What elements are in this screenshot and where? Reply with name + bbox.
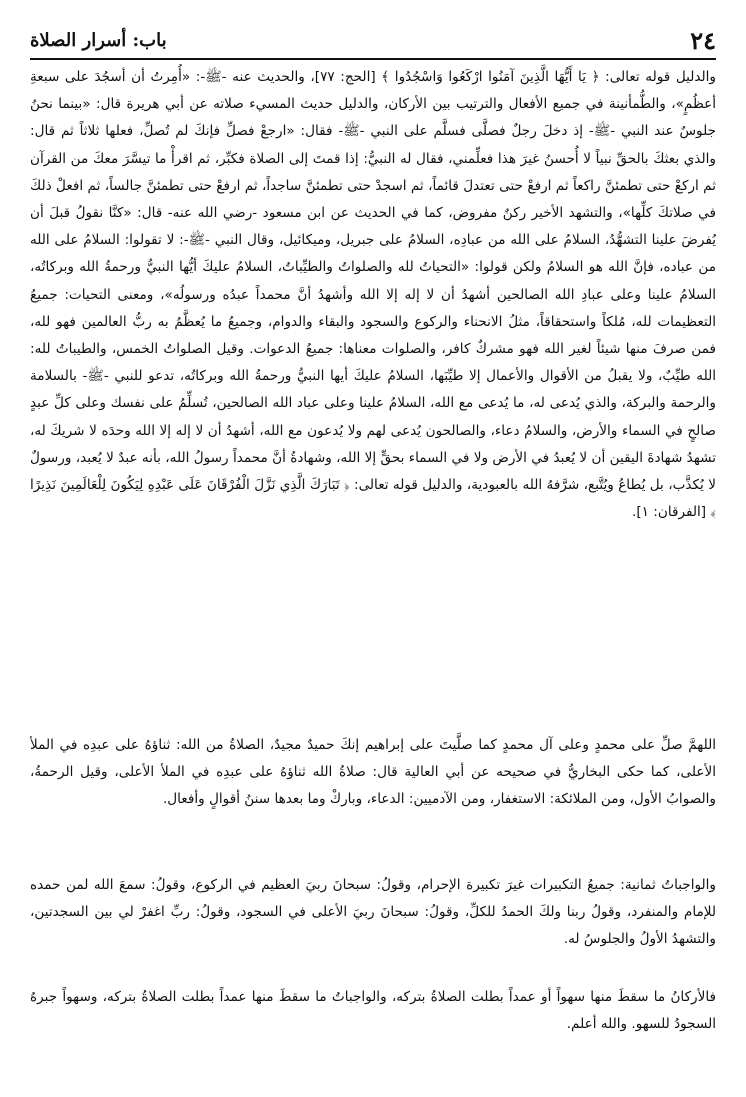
page-number: ٢٤ [690,26,716,55]
paragraph-salat-ibrahimiyya: اللهمَّ صلِّ على محمدٍ وعلى آل محمدٍ كما صلَّيتَ على إبراهيم إنكَ حميدٌ مجيدٌ، الصلاةُ من الله: ثناؤهُ على عبدِه في الملأ الأعلى، كما حكى البخاريُّ في صحيحه عن أبي العالية قال: صلاةُ الله ثناؤهُ على عبدِه في الملأ الأعلى، وقيل الرحمةُ، والصوابُ الأول، ومن الملائكة: الاستغفار، ومن الآدميين: الدعاء، وباركْ وما بعدها سننُ أقوالٍ وأفعال. [30,737,716,808]
paragraph-evidence: والدليل قوله تعالى: ﴿ يَا أَيُّهَا الَّذِينَ آمَنُوا ارْكَعُوا وَاسْجُدُوا ﴾ [الحج: ٧٧]، والحديث عنه -ﷺ-: «أُمِرتُ أن أسجُدَ على سبعةِ أعظُمٍ»، والطُّمأنينة في جميع الأفعال والترتيب بين الأركان، والدليل حديث المسيء صلاته عن أبي هريرة قال: «بينما نحنُ جلوسٌ عند النبي -ﷺ- إذ دخلَ رجلٌ فصلَّى فسلَّم على النبي -ﷺ- فقال: «ارجعْ فصلِّ فإنكَ لم تُصلِّ، فعلها ثلاثاً ثم قال: والذي بعثكَ بالحقِّ نبياً لا أُحسنُ غيرَ هذا فعلِّمني، فقال له النبيُّ: إذا قمتَ إلى الصلاة فكبِّر، ثم اقرأْ ما تيسَّرَ معكَ من القرآن ثم اركعْ حتى تطمئنَّ راكعاً ثم ارفعْ حتى تعتدلَ قائماً، ثم اسجدْ حتى تطمئنَّ ساجداً، ثم ارفعْ حتى تطمئنَّ جالساً، ثم افعلْ ذلكَ في صلاتكَ كلِّها»، والتشهد الأخير ركنٌ مفروض، كما في الحديث عن ابن مسعود -رضي الله عنه- قال: «كنَّا نقولُ قبلَ أن يُفرضَ علينا التشهُّدُ، السلامُ على الله من عبادِه، السلامُ على جبريل، وميكائيل، وقال النبي -ﷺ-: لا تقولوا: السلامُ على الله من عباده، فإنَّ الله هو السلامُ ولكن قولوا: «التحياتُ لله والصلواتُ والطيِّباتُ، السلامُ عليكَ أيُّها النبيُّ ورحمةُ الله وبركاتُه، السلامُ علينا وعلى عبادِ الله الصالحين أشهدُ أن لا إله إلا الله وأشهدُ أنَّ محمداً عبدُه ورسولُه»، ومعنى التحيات: جميعُ التعظيمات لله، مُلكاً واستحقاقاً، مثلُ الانحناء والركوع والسجود والبقاء والدوام، وجميعُ ما يُعظَّمُ به ربُّ العالمين فهو لله، فمن صرفَ منها شيئاً لغير الله فهو مشركٌ كافر، والصلوات معناها: جميعُ الدعوات. وقيل الصلواتُ الخمس، والطيباتُ لله: الله طيِّبٌ، ولا يقبلُ من الأقوال والأعمال إلا طيِّبَها، السلامُ عليكَ أيها النبيُّ ورحمةُ الله وبركاتُه، تدعو للنبي -ﷺ- بالسلامة والرحمة والبركة، والذي يُدعى له، ما يُدعى مع الله، السلامُ علينا وعلى عباد الله الصالحين، تُسلِّمُ على نفسك وعلى كلِّ عبدٍ صالحٍ في السماء والأرض، والسلامُ دعاء، والصالحون يُدعى لهم ولا يُدعون مع الله، أشهدُ أن لا إله إلا الله وحدَه لا شريكَ له، تشهدُ شهادةَ اليقين أن لا يُعبدُ في الأرض ولا في السماء بحقٍّ إلا الله، وشهادةُ أنَّ محمداً رسولُ الله، بأنه عبدٌ لا يُعبد، ورسولٌ لا يُكذَّب، بل يُطاعُ ويُتَّبع، شرَّفهُ الله بالعبودية، والدليل قوله تعالى: ﴿ تَبَارَكَ الَّذِي نَزَّلَ الْفُرْقَانَ عَلَى عَبْدِهِ لِيَكُونَ لِلْعَالَمِينَ نَذِيرًا ﴾ [الفرقان: ١]. [30,69,716,521]
page-body [30,64,716,1064]
header-rule [30,58,716,60]
page-header [30,28,716,54]
chapter-title: باب: أسرار الصلاة [30,30,167,51]
paragraph-pillars-ruling: فالأركانُ ما سقطَ منها سهواً أو عمداً بطلت الصلاةُ بتركه، والواجباتُ ما سقطَ منها عمداً بطلت الصلاةُ بتركه، وسهواً جبرهُ السجودُ للسهو. والله أعلم. [30,989,716,1033]
paragraph-obligations: والواجباتُ ثمانية: جميعُ التكبيرات غيرَ تكبيرة الإحرام، وقولُ: سبحانَ ربيَ العظيم في الركوع، وقولُ: سمعَ الله لمن حمده للإمام والمنفرد، وقولُ ربنا ولكَ الحمدُ للكلِّ، وقولُ: سبحانَ ربيَ الأعلى في السجود، وقولُ: ربِّ اغفرْ لي بين السجدتين، والتشهدُ الأولُ والجلوسُ له. [30,877,716,948]
